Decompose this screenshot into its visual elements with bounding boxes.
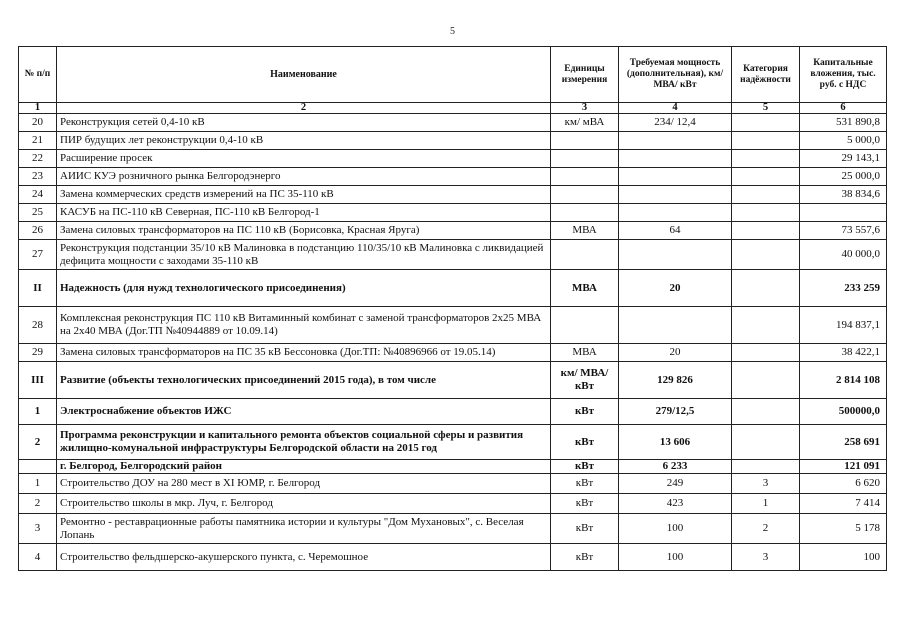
row-name: г. Белгород, Белгородский район	[57, 460, 551, 474]
row-name: Надежность (для нужд технологического присоединения)	[57, 270, 551, 307]
row-capital: 25 000,0	[800, 168, 887, 186]
table-row	[19, 544, 887, 571]
row-name: Замена силовых трансформаторов на ПС 35 кВ Бессоновка (Дог.ТП: №40896966 от 19.05.14)	[57, 344, 551, 362]
row-unit	[551, 204, 619, 222]
table-row	[19, 344, 887, 362]
row-power: 423	[619, 494, 732, 514]
row-number	[19, 460, 57, 474]
row-power: 249	[619, 474, 732, 494]
row-unit: МВА	[551, 270, 619, 307]
row-number: III	[19, 362, 57, 399]
header-category: Категория надёжности	[732, 47, 800, 103]
row-unit	[551, 150, 619, 168]
row-unit: кВт	[551, 544, 619, 571]
row-name: АИИС КУЭ розничного рынка Белгородэнерго	[57, 168, 551, 186]
row-number: 22	[19, 150, 57, 168]
row-capital: 258 691	[800, 425, 887, 460]
row-number: 2	[19, 425, 57, 460]
row-name: Строительство школы в мкр. Луч, г. Белгород	[57, 494, 551, 514]
row-capital: 5 178	[800, 514, 887, 544]
row-unit: МВА	[551, 222, 619, 240]
table-row	[19, 168, 887, 186]
row-power: 13 606	[619, 425, 732, 460]
row-name: Ремонтно - реставрационные работы памятника истории и культуры "Дом Мухановых", с. Веселая Лопань	[57, 514, 551, 544]
row-number: 26	[19, 222, 57, 240]
column-number: 2	[57, 103, 551, 114]
row-power	[619, 307, 732, 344]
table-row	[19, 222, 887, 240]
row-category	[732, 270, 800, 307]
row-name: Замена силовых трансформаторов на ПС 110 кВ (Борисовка, Красная Яруга)	[57, 222, 551, 240]
table-row	[19, 307, 887, 344]
row-power	[619, 240, 732, 270]
row-capital: 7 414	[800, 494, 887, 514]
row-power: 100	[619, 544, 732, 571]
row-category: 3	[732, 474, 800, 494]
row-category	[732, 132, 800, 150]
row-unit: МВА	[551, 344, 619, 362]
row-power	[619, 168, 732, 186]
table-row	[19, 270, 887, 307]
column-number: 4	[619, 103, 732, 114]
row-power: 279/12,5	[619, 399, 732, 425]
page-number: 5	[450, 26, 455, 37]
row-number: 25	[19, 204, 57, 222]
row-unit: кВт	[551, 460, 619, 474]
row-number: II	[19, 270, 57, 307]
table-row	[19, 186, 887, 204]
table-row	[19, 494, 887, 514]
row-power	[619, 150, 732, 168]
row-power	[619, 204, 732, 222]
row-number: 1	[19, 399, 57, 425]
row-unit	[551, 307, 619, 344]
row-power: 234/ 12,4	[619, 114, 732, 132]
row-capital: 233 259	[800, 270, 887, 307]
row-capital: 5 000,0	[800, 132, 887, 150]
row-power: 6 233	[619, 460, 732, 474]
row-number: 27	[19, 240, 57, 270]
row-category	[732, 425, 800, 460]
row-power: 100	[619, 514, 732, 544]
table-row	[19, 399, 887, 425]
row-category	[732, 362, 800, 399]
row-name: Реконструкция сетей 0,4-10 кВ	[57, 114, 551, 132]
row-capital: 100	[800, 544, 887, 571]
row-name: Замена коммерческих средств измерений на ПС 35-110 кВ	[57, 186, 551, 204]
row-capital: 40 000,0	[800, 240, 887, 270]
row-power	[619, 132, 732, 150]
row-power: 64	[619, 222, 732, 240]
table-row	[19, 114, 887, 132]
row-number: 2	[19, 494, 57, 514]
row-number: 29	[19, 344, 57, 362]
row-category	[732, 240, 800, 270]
column-number: 6	[800, 103, 887, 114]
row-unit: кВт	[551, 474, 619, 494]
row-category	[732, 114, 800, 132]
row-capital: 500000,0	[800, 399, 887, 425]
row-unit: кВт	[551, 494, 619, 514]
row-category: 3	[732, 544, 800, 571]
row-capital: 194 837,1	[800, 307, 887, 344]
row-category: 2	[732, 514, 800, 544]
header-num: № п/п	[19, 47, 57, 103]
row-number: 28	[19, 307, 57, 344]
table-row	[19, 362, 887, 399]
row-power: 20	[619, 270, 732, 307]
row-name: Программа реконструкции и капитального ремонта объектов социальной сферы и развития жилищно-комунальной инфраструктуры Белгородской области на 2015 год	[57, 425, 551, 460]
column-number: 3	[551, 103, 619, 114]
row-category	[732, 168, 800, 186]
table-body	[19, 114, 887, 571]
row-category	[732, 204, 800, 222]
table-row	[19, 460, 887, 474]
row-name: КАСУБ на ПС-110 кВ Северная, ПС-110 кВ Белгород-1	[57, 204, 551, 222]
table-row	[19, 474, 887, 494]
table-row	[19, 514, 887, 544]
row-unit	[551, 240, 619, 270]
row-power: 129 826	[619, 362, 732, 399]
row-capital: 2 814 108	[800, 362, 887, 399]
column-number-row	[19, 103, 887, 114]
row-unit: км/ МВА/ кВт	[551, 362, 619, 399]
row-number: 1	[19, 474, 57, 494]
header-power: Требуемая мощность (дополнительная), км/ МВА/ кВт	[619, 47, 732, 103]
row-number: 3	[19, 514, 57, 544]
row-category	[732, 344, 800, 362]
table-row	[19, 204, 887, 222]
row-capital: 531 890,8	[800, 114, 887, 132]
row-name: Электроснабжение объектов ИЖС	[57, 399, 551, 425]
row-unit	[551, 132, 619, 150]
row-category: 1	[732, 494, 800, 514]
row-unit: км/ мВА	[551, 114, 619, 132]
row-category	[732, 399, 800, 425]
row-capital: 38 422,1	[800, 344, 887, 362]
row-name: Строительство ДОУ на 280 мест в XI ЮМР, г. Белгород	[57, 474, 551, 494]
row-category	[732, 307, 800, 344]
row-capital: 6 620	[800, 474, 887, 494]
row-number: 4	[19, 544, 57, 571]
row-name: Реконструкция подстанции 35/10 кВ Малиновка в подстанцию 110/35/10 кВ Малиновка с ликвидацией дефицита мощности с заходами 35-110 кВ	[57, 240, 551, 270]
row-name: Строительство фельдшерско-акушерского пункта, с. Черемошное	[57, 544, 551, 571]
row-unit	[551, 186, 619, 204]
row-number: 21	[19, 132, 57, 150]
investment-table	[18, 46, 887, 571]
row-number: 24	[19, 186, 57, 204]
row-name: Развитие (объекты технологических присоединений 2015 года), в том числе	[57, 362, 551, 399]
table-row	[19, 132, 887, 150]
table-header-row	[19, 47, 887, 103]
row-capital: 38 834,6	[800, 186, 887, 204]
header-units: Единицы измерения	[551, 47, 619, 103]
column-number: 1	[19, 103, 57, 114]
row-category	[732, 222, 800, 240]
row-name: Комплексная реконструкция ПС 110 кВ Витаминный комбинат с заменой трансформаторов 2х25 МВА на 2х40 МВА (Дог.ТП №40944889 от 10.09.14)	[57, 307, 551, 344]
row-unit: кВт	[551, 514, 619, 544]
row-name: ПИР будущих лет реконструкции 0,4-10 кВ	[57, 132, 551, 150]
row-unit: кВт	[551, 425, 619, 460]
row-category	[732, 186, 800, 204]
header-name: Наименование	[57, 47, 551, 103]
table-row	[19, 150, 887, 168]
table-row	[19, 240, 887, 270]
table-row	[19, 425, 887, 460]
row-capital: 121 091	[800, 460, 887, 474]
row-category	[732, 460, 800, 474]
row-capital: 29 143,1	[800, 150, 887, 168]
row-power	[619, 186, 732, 204]
row-number: 20	[19, 114, 57, 132]
row-unit	[551, 168, 619, 186]
header-capital: Капитальные вложения, тыс. руб. с НДС	[800, 47, 887, 103]
column-number: 5	[732, 103, 800, 114]
row-category	[732, 150, 800, 168]
row-capital	[800, 204, 887, 222]
row-number: 23	[19, 168, 57, 186]
row-capital: 73 557,6	[800, 222, 887, 240]
row-name: Расширение просек	[57, 150, 551, 168]
row-power: 20	[619, 344, 732, 362]
row-unit: кВт	[551, 399, 619, 425]
